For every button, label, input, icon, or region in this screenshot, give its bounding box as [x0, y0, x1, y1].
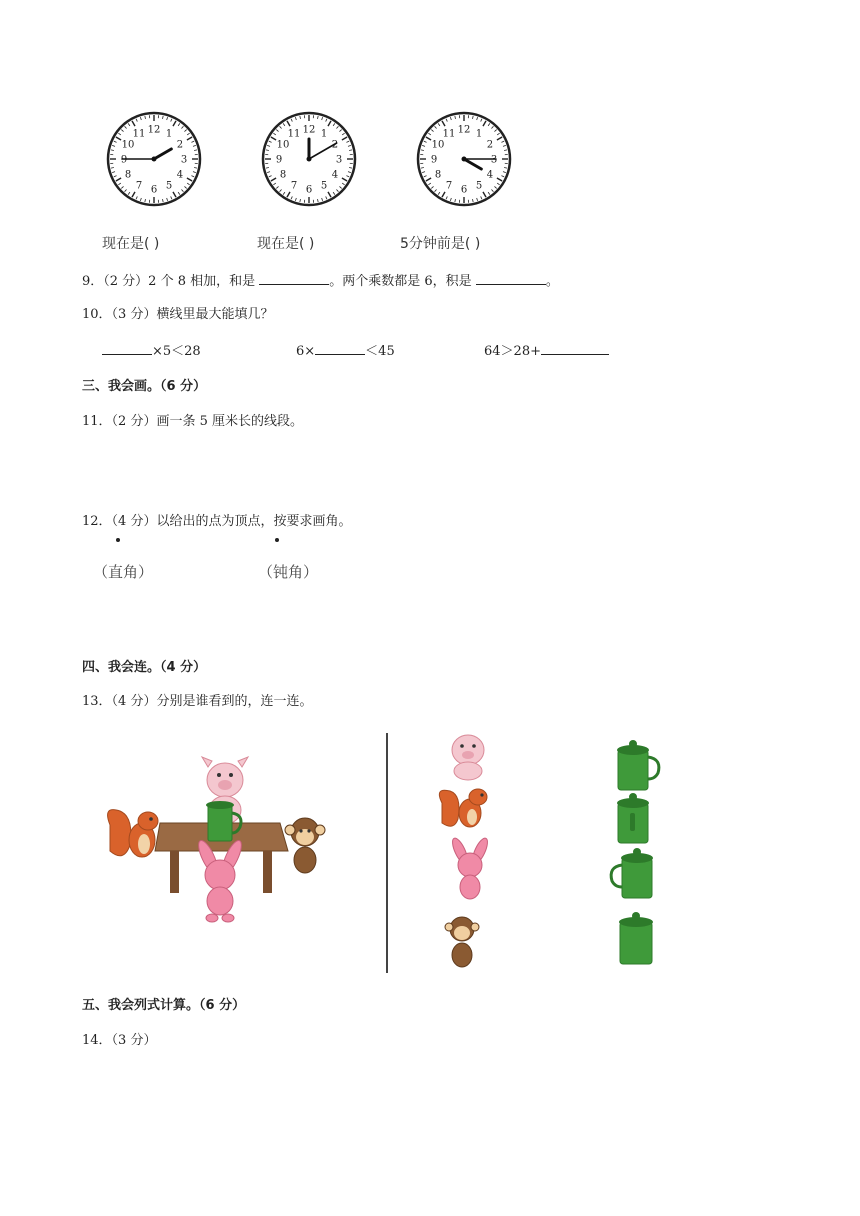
q9-blank-2[interactable] [476, 272, 546, 285]
clock-number: 8 [124, 169, 132, 181]
clock-number: 11 [132, 128, 146, 140]
pig-icon-right [452, 735, 484, 780]
q10-expression-1 [102, 340, 201, 359]
clock-number: 7 [290, 180, 298, 192]
clock-number: 5 [475, 180, 483, 192]
squirrel-icon-right [439, 789, 487, 827]
q10-expr2-pre: 6× [296, 344, 316, 359]
vertex-point-1 [116, 538, 120, 542]
matching-figure [100, 725, 700, 975]
q10-expr1-text: ×5＜28 [152, 344, 201, 359]
clock-number: 10 [431, 139, 445, 151]
clocks-figure [100, 105, 540, 220]
obtuse-angle-label: （钝角） [258, 563, 319, 581]
clock-number: 11 [442, 128, 456, 140]
clock-number: 3 [490, 154, 498, 166]
clock-number: 6 [150, 184, 158, 196]
monkey-icon-right [445, 917, 479, 967]
clock-number: 2 [486, 139, 494, 151]
clock-number: 9 [275, 154, 283, 166]
clock-number: 8 [279, 169, 287, 181]
clock-number: 1 [475, 128, 483, 140]
cup-side-handle-left-icon [611, 848, 653, 898]
clock-number: 7 [445, 180, 453, 192]
question-14: 14．（3 分） [82, 1033, 157, 1048]
q10-blank-2[interactable] [315, 342, 365, 355]
clock-number: 9 [430, 154, 438, 166]
clock-caption-1: 现在是( ) [102, 236, 160, 252]
right-angle-label: （直角） [93, 563, 154, 581]
section-5-heading: 五、我会列式计算。（6 分） [82, 998, 246, 1013]
question-10: 10．（3 分）横线里最大能填几？ [82, 307, 274, 322]
clock-caption-2: 现在是( ) [257, 236, 315, 252]
cup-side-handle-right-icon [617, 740, 659, 790]
squirrel-icon [108, 810, 158, 857]
clock-number: 1 [320, 128, 328, 140]
question-12: 12．（4 分）以给出的点为顶点，按要求画角。 [82, 514, 352, 529]
clock-number: 7 [135, 180, 143, 192]
clock-face-2 [263, 113, 355, 205]
clock-number: 12 [302, 124, 316, 136]
clock-face-3 [418, 113, 510, 205]
q10-expression-2 [296, 340, 395, 359]
clock-number: 5 [320, 180, 328, 192]
clock-number: 2 [331, 139, 339, 151]
clock-number: 3 [180, 154, 188, 166]
clock-number: 4 [176, 169, 184, 181]
question-9 [82, 270, 559, 289]
clock-number: 4 [486, 169, 494, 181]
question-11: 11．（2 分）画一条 5 厘米长的线段。 [82, 414, 303, 429]
clock-number: 3 [335, 154, 343, 166]
q10-expr2-post: ＜45 [365, 344, 395, 359]
clock-number: 12 [147, 124, 161, 136]
cup-no-handle-icon [619, 912, 653, 964]
section-4-heading: 四、我会连。（4 分） [82, 660, 207, 675]
clock-number: 1 [165, 128, 173, 140]
q9-blank-1[interactable] [259, 272, 329, 285]
vertex-point-2 [275, 538, 279, 542]
q10-expression-3 [484, 340, 609, 359]
question-13: 13．（4 分）分别是谁看到的，连一连。 [82, 694, 313, 709]
q9-text-b: 。两个乘数都是 6，积是 [329, 274, 472, 289]
monkey-icon [285, 818, 325, 873]
clock-number: 11 [287, 128, 301, 140]
rabbit-icon-right [450, 836, 491, 899]
clock-number: 5 [165, 180, 173, 192]
clock-number: 4 [331, 169, 339, 181]
q9-text-a: 9．（2 分）2 个 8 相加，和是 [82, 274, 256, 289]
q9-text-c: 。 [545, 274, 559, 289]
q10-blank-3[interactable] [541, 342, 609, 355]
clock-number: 6 [305, 184, 313, 196]
clock-face-1 [108, 113, 200, 205]
clock-caption-3: 5分钟前是( ) [400, 236, 481, 252]
clock-number: 8 [434, 169, 442, 181]
clock-number: 6 [460, 184, 468, 196]
clock-number: 2 [176, 139, 184, 151]
clock-number: 10 [276, 139, 290, 151]
clock-number: 12 [457, 124, 471, 136]
clock-number: 9 [120, 154, 128, 166]
q10-expr3-text: 64＞28+ [484, 344, 541, 359]
cup-front-handle-icon [617, 793, 649, 843]
clock-number: 10 [121, 139, 135, 151]
section-3-heading: 三、我会画。（6 分） [82, 379, 207, 394]
q10-blank-1[interactable] [102, 342, 152, 355]
